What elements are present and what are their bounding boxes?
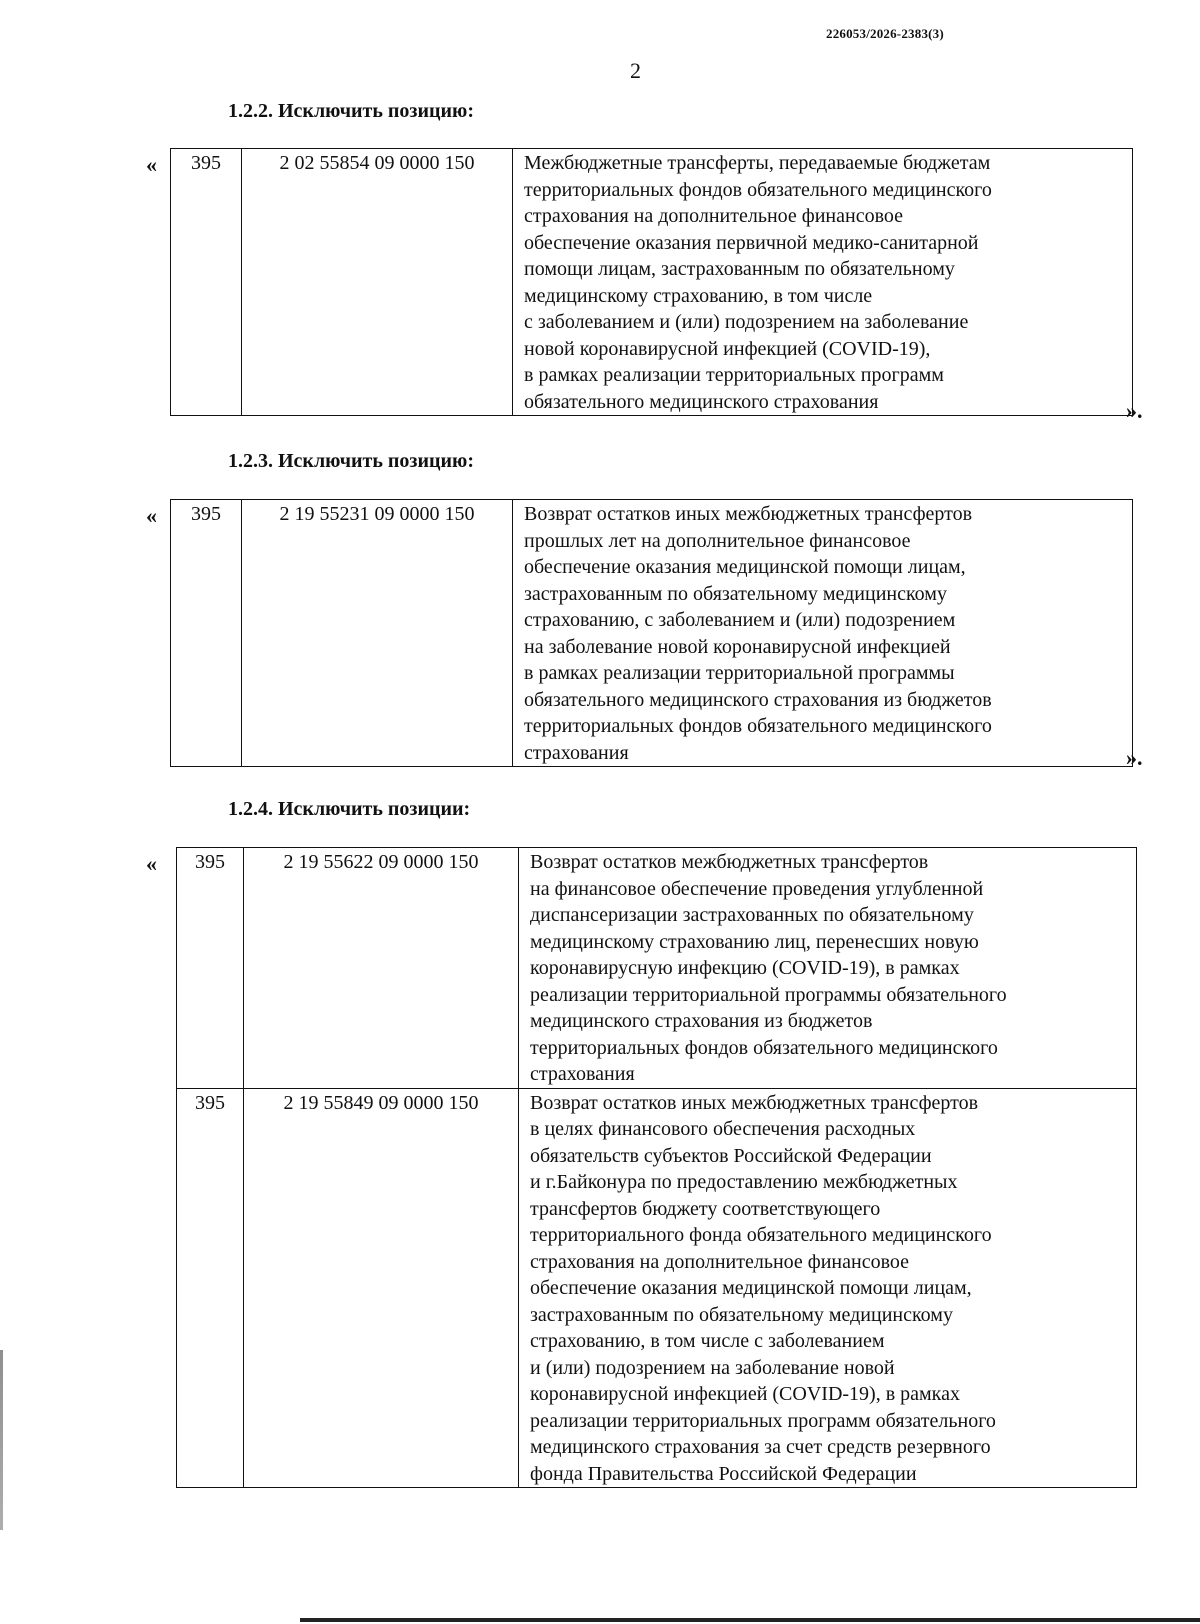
description-line: обеспечение оказания медицинской помощи лицам, [530,1277,972,1299]
budget-classification-code-cell: 2 02 55854 09 0000 150 [242,149,513,416]
description-line: медицинскому страхованию лиц, перенесших новую [530,930,979,953]
budget-classification-code-cell: 2 19 55622 09 0000 150 [244,848,519,1089]
open-quote: « [146,152,157,177]
position-table [170,148,1133,416]
budget-classification-code-cell: 2 19 55231 09 0000 150 [242,500,513,767]
description-line: территориальных фондов обязательного медицинского [530,1036,998,1059]
description-line: обеспечение оказания первичной медико-санитарной [524,231,979,254]
description-line: страхования на дополнительное финансовое [524,205,904,227]
admin-code-cell: 395 [171,500,242,767]
description-cell [519,848,1137,1089]
description-line: страхования [524,741,629,764]
description-line: Межбюджетные трансферты, передаваемые бюджетам [524,152,991,174]
description-line: на финансовое обеспечение проведения углубленной [530,877,984,900]
description-line: обязательного медицинского страхования из бюджетов [524,688,992,711]
section-heading-1-2-2: 1.2.2. Исключить позицию: [228,100,474,122]
description-line: медицинского страхования за счет средств резервного [530,1436,991,1458]
description-line: Возврат остатков межбюджетных трансфертов [530,851,929,873]
description-line: фонда Правительства Российской Федерации [530,1462,917,1485]
close-quote: ». [1126,398,1143,423]
page-number: 2 [630,58,641,83]
description-line: страхованию, с заболеванием и (или) подозрением [524,609,956,631]
table-row [171,149,1133,416]
bottom-scan-line [300,1618,1200,1622]
description-line: территориальных фондов обязательного медицинского [524,715,992,737]
table-row [177,848,1137,1089]
description-line: медицинского страхования из бюджетов [530,1010,873,1032]
description-line: Возврат остатков иных межбюджетных трансфертов [530,1091,979,1114]
description-line: новой коронавирусной инфекцией (COVID-19), [524,337,931,360]
description-line: обязательств субъектов Российской Федерации [530,1144,932,1167]
description-line: на заболевание новой коронавирусной инфекцией [524,635,951,658]
admin-code-cell: 395 [177,848,244,1089]
description-line: застрахованным по обязательному медицинскому [530,1303,953,1326]
description-line: реализации территориальных программ обязательного [530,1409,996,1432]
description-line: обеспечение оказания медицинской помощи лицам, [524,556,966,578]
description-line: обязательного медицинского страхования [524,390,879,413]
description-line: застрахованным по обязательному медицинскому [524,582,947,605]
description-cell [513,149,1133,416]
description-line: коронавирусной инфекцией (COVID-19), в рамках [530,1383,960,1405]
description-line: страхования на дополнительное финансовое [530,1250,910,1273]
position-table [176,847,1137,1488]
description-line: страхования [530,1063,635,1085]
description-line: в рамках реализации территориальных программ [524,364,944,386]
section-heading-1-2-3: 1.2.3. Исключить позицию: [228,450,474,472]
description-line: и г.Байконура по предоставлению межбюджетных [530,1171,958,1193]
description-line: Возврат остатков иных межбюджетных трансфертов [524,503,973,525]
description-cell [513,500,1133,767]
description-line: и (или) подозрением на заболевание новой [530,1356,895,1379]
table-row [171,500,1133,767]
description-line: с заболеванием и (или) подозрением на заболевание [524,311,969,333]
description-line: прошлых лет на дополнительное финансовое [524,529,911,552]
description-line: страхованию, в том числе с заболеванием [530,1330,885,1352]
open-quote: « [146,851,157,876]
description-line: трансфертов бюджету соответствующего [530,1197,881,1220]
admin-code-cell: 395 [171,149,242,416]
description-line: территориального фонда обязательного медицинского [530,1224,992,1246]
description-cell [519,1088,1137,1488]
table-row [177,1088,1137,1488]
description-line: в целях финансового обеспечения расходных [530,1118,916,1140]
description-line: территориальных фондов обязательного медицинского [524,178,992,201]
description-line: реализации территориальной программы обязательного [530,983,1007,1006]
description-line: в рамках реализации территориальной программы [524,662,955,684]
description-line: коронавирусную инфекцию (COVID-19), в рамках [530,957,960,979]
open-quote: « [146,503,157,528]
budget-classification-code-cell: 2 19 55849 09 0000 150 [244,1088,519,1488]
document-registration-number: 226053/2026-2383(3) [826,26,944,41]
description-line: диспансеризации застрахованных по обязательному [530,904,974,926]
description-line: медицинскому страхованию, в том числе [524,284,873,307]
admin-code-cell: 395 [177,1088,244,1488]
close-quote: ». [1126,745,1143,770]
description-line: помощи лицам, застрахованным по обязательному [524,258,955,280]
section-heading-1-2-4: 1.2.4. Исключить позиции: [228,798,471,820]
scan-edge-artifact [0,1350,3,1530]
position-table [170,499,1133,767]
